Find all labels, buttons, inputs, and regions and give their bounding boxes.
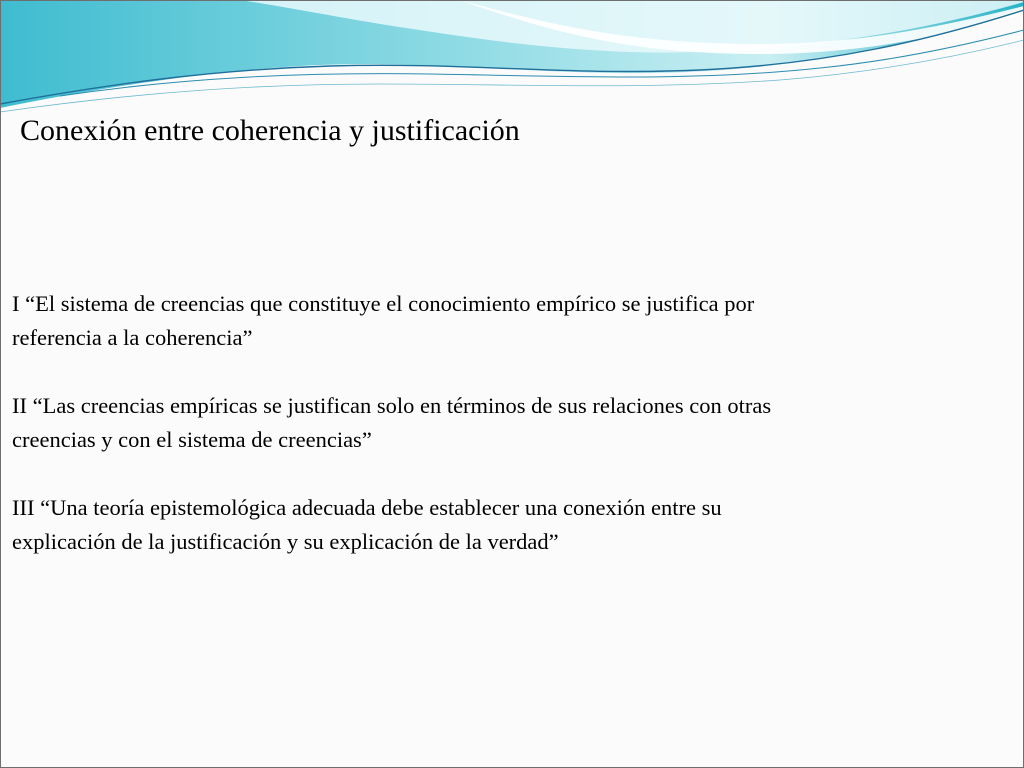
paragraph-1 [12,287,1022,355]
paragraph-3-line-2: explicación de la justificación y su explicación de la verdad” [12,529,559,554]
wave-banner [0,0,1024,120]
paragraph-2-line-2: creencias y con el sistema de creencias” [12,427,372,452]
paragraph-2 [12,389,1022,457]
paragraph-3-line-1: III “Una teoría epistemológica adecuada debe establecer una conexión entre su [12,495,722,520]
paragraph-1-line-2: referencia a la coherencia” [12,325,253,350]
slide-body [12,287,1022,559]
paragraph-3 [12,491,1022,559]
paragraph-2-line-1: II “Las creencias empíricas se justifican solo en términos de sus relaciones con otras [12,393,772,418]
slide-title: Conexión entre coherencia y justificación [20,114,520,147]
paragraph-1-line-1: I “El sistema de creencias que constituye el conocimiento empírico se justifica por [12,291,755,316]
